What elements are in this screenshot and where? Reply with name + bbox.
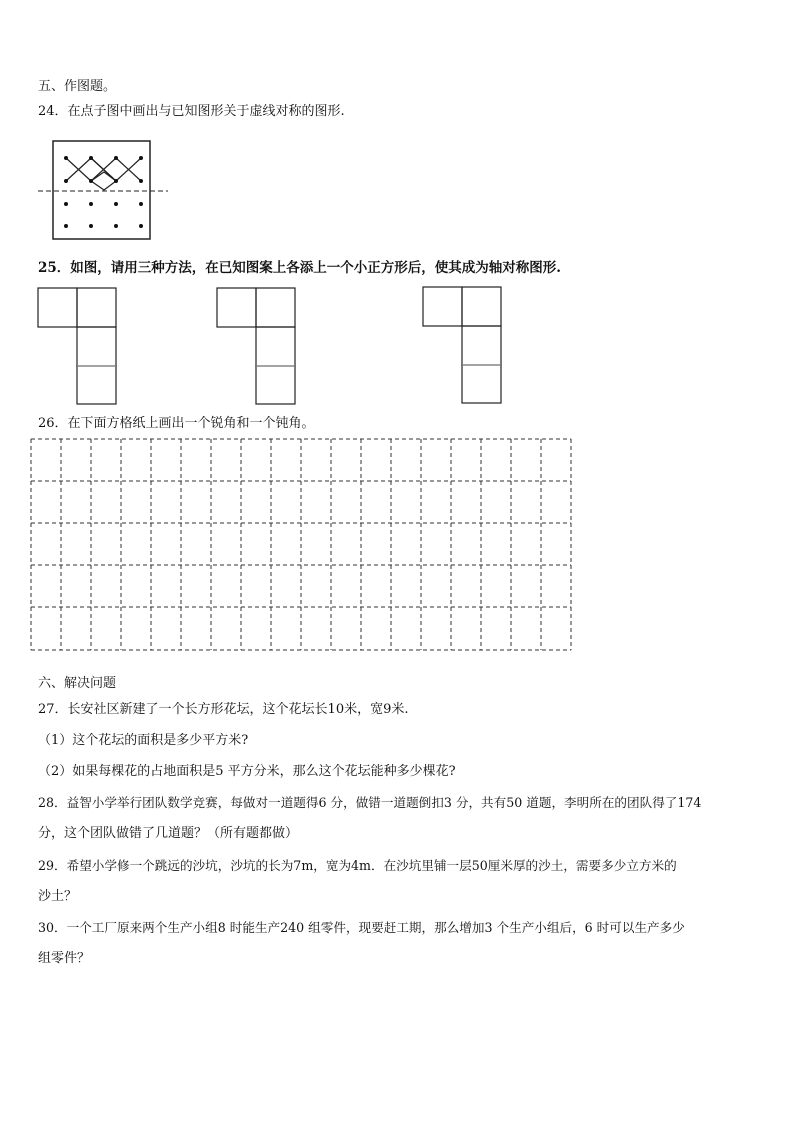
section-6-heading: 六、解决问题 xyxy=(38,676,117,691)
question-27: 27．长安社区新建了一个长方形花坛，这个花坛长10米，宽9米. xyxy=(38,702,409,717)
question-26: 26．在下面方格纸上画出一个锐角和一个钝角。 xyxy=(38,416,315,431)
shape-figure-1 xyxy=(36,286,120,406)
question-25: 25．如图，请用三种方法，在已知图案上各添上一个小正方形后，使其成为轴对称图形. xyxy=(38,260,561,276)
shape-figure-3 xyxy=(421,285,505,405)
question-28-line-1: 28．益智小学举行团队数学竞赛，每做对一道题得6 分，做错一道题倒扣3 分，共有50 道题，李明所在的团队得了174 xyxy=(38,795,702,810)
question-27-part-1: （1）这个花坛的面积是多少平方米? xyxy=(38,733,249,748)
question-24: 24．在点子图中画出与已知图形关于虚线对称的图形. xyxy=(38,104,345,119)
question-30-line-2: 组零件？ xyxy=(38,951,91,966)
question-30-line-1: 30．一个工厂原来两个生产小组8 时能生产240 组零件，现要赶工期，那么增加3 个生产小组后，6 时可以生产多少 xyxy=(38,920,685,935)
question-27-part-2: （2）如果每棵花的占地面积是5 平方分米，那么这个花坛能种多少棵花? xyxy=(38,764,456,779)
question-29-line-2: 沙土？ xyxy=(38,889,78,904)
shape-figure-2 xyxy=(215,286,299,406)
dashed-grid-paper xyxy=(30,438,574,654)
question-29-line-1: 29．希望小学修一个跳远的沙坑，沙坑的长为7m，宽为4m．在沙坑里铺一层50厘米厚的沙土，需要多少立方米的 xyxy=(38,858,677,873)
dot-grid-figure xyxy=(36,136,170,244)
question-28-line-2: 分，这个团队做错了几道题？（所有题都做） xyxy=(38,826,299,841)
section-5-heading: 五、作图题。 xyxy=(38,79,117,94)
